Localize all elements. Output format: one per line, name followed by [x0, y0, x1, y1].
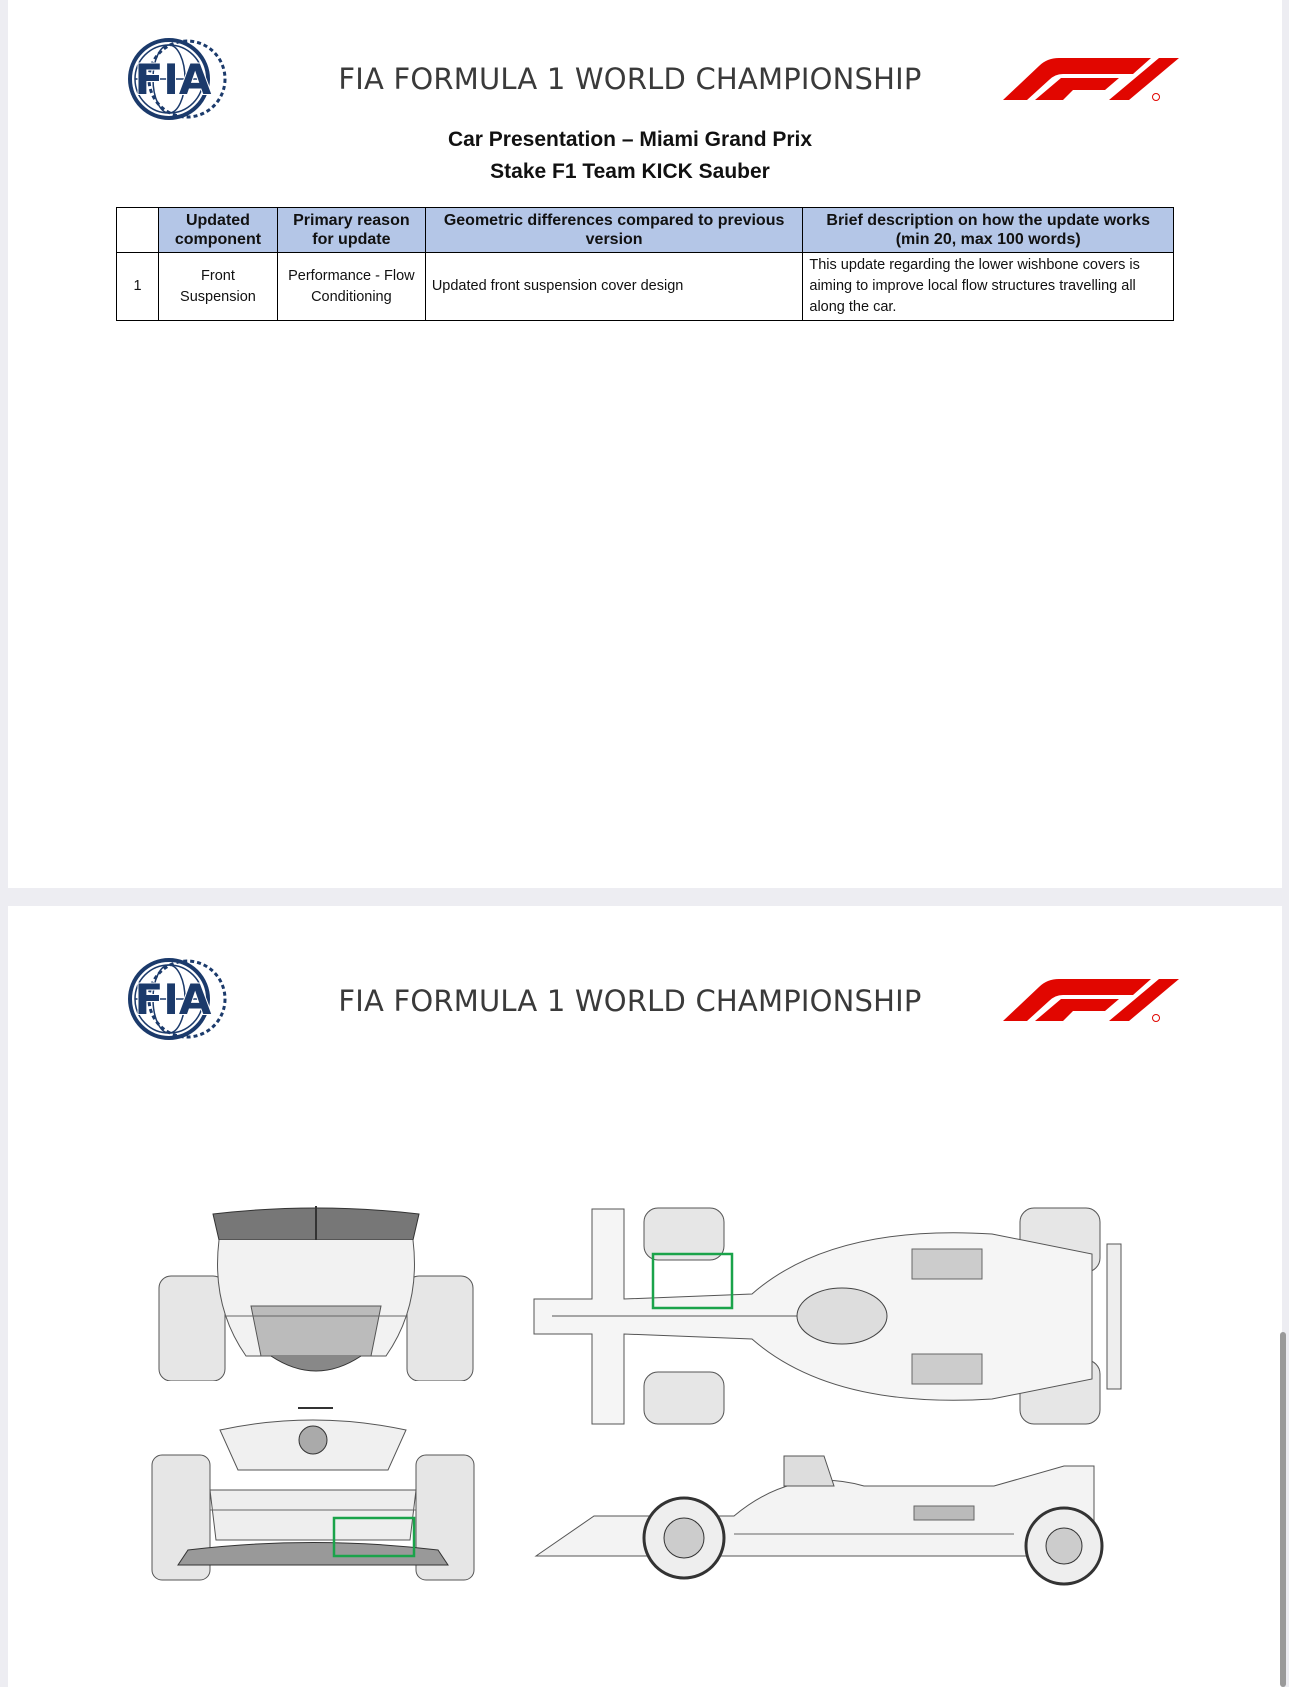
document-page-1: [8, 0, 1282, 888]
row-number: 1: [117, 253, 159, 321]
championship-title: FIA FORMULA 1 WORLD CHAMPIONSHIP: [338, 62, 922, 96]
row-reason: Performance - Flow Conditioning: [277, 253, 425, 321]
table-header-row: [117, 208, 1174, 253]
document-page-2: [8, 906, 1282, 1687]
car-rear-view-drawing: [151, 1206, 481, 1381]
f1-logo: [1001, 977, 1181, 1027]
header-geometric: Geometric differences compared to previous version: [425, 208, 803, 253]
fia-logo: [115, 38, 239, 120]
table-row: [117, 253, 1174, 321]
car-front-view-drawing: [148, 1400, 478, 1585]
header-component: Updated component: [158, 208, 277, 253]
championship-title: FIA FORMULA 1 WORLD CHAMPIONSHIP: [338, 984, 922, 1018]
header-number: [117, 208, 159, 253]
team-name: Stake F1 Team KICK Sauber: [490, 160, 770, 183]
vertical-scrollbar[interactable]: [1280, 1332, 1286, 1687]
car-side-view-drawing: [534, 1446, 1146, 1586]
presentation-title: Car Presentation – Miami Grand Prix: [447, 128, 813, 151]
car-top-view-drawing: [532, 1204, 1144, 1429]
fia-logo: [115, 958, 239, 1040]
row-component: Front Suspension: [158, 253, 277, 321]
row-geometric: Updated front suspension cover design: [425, 253, 803, 321]
svg-text:FIA: FIA: [134, 975, 212, 1024]
header-description: Brief description on how the update works (min 20, max 100 words): [803, 208, 1174, 253]
row-description: This update regarding the lower wishbone covers is aiming to improve local flow structures travelling all along the car.: [803, 253, 1174, 321]
updates-table: [116, 207, 1174, 321]
header-reason: Primary reason for update: [277, 208, 425, 253]
svg-text:FIA: FIA: [134, 55, 212, 104]
f1-logo: [1001, 56, 1181, 106]
